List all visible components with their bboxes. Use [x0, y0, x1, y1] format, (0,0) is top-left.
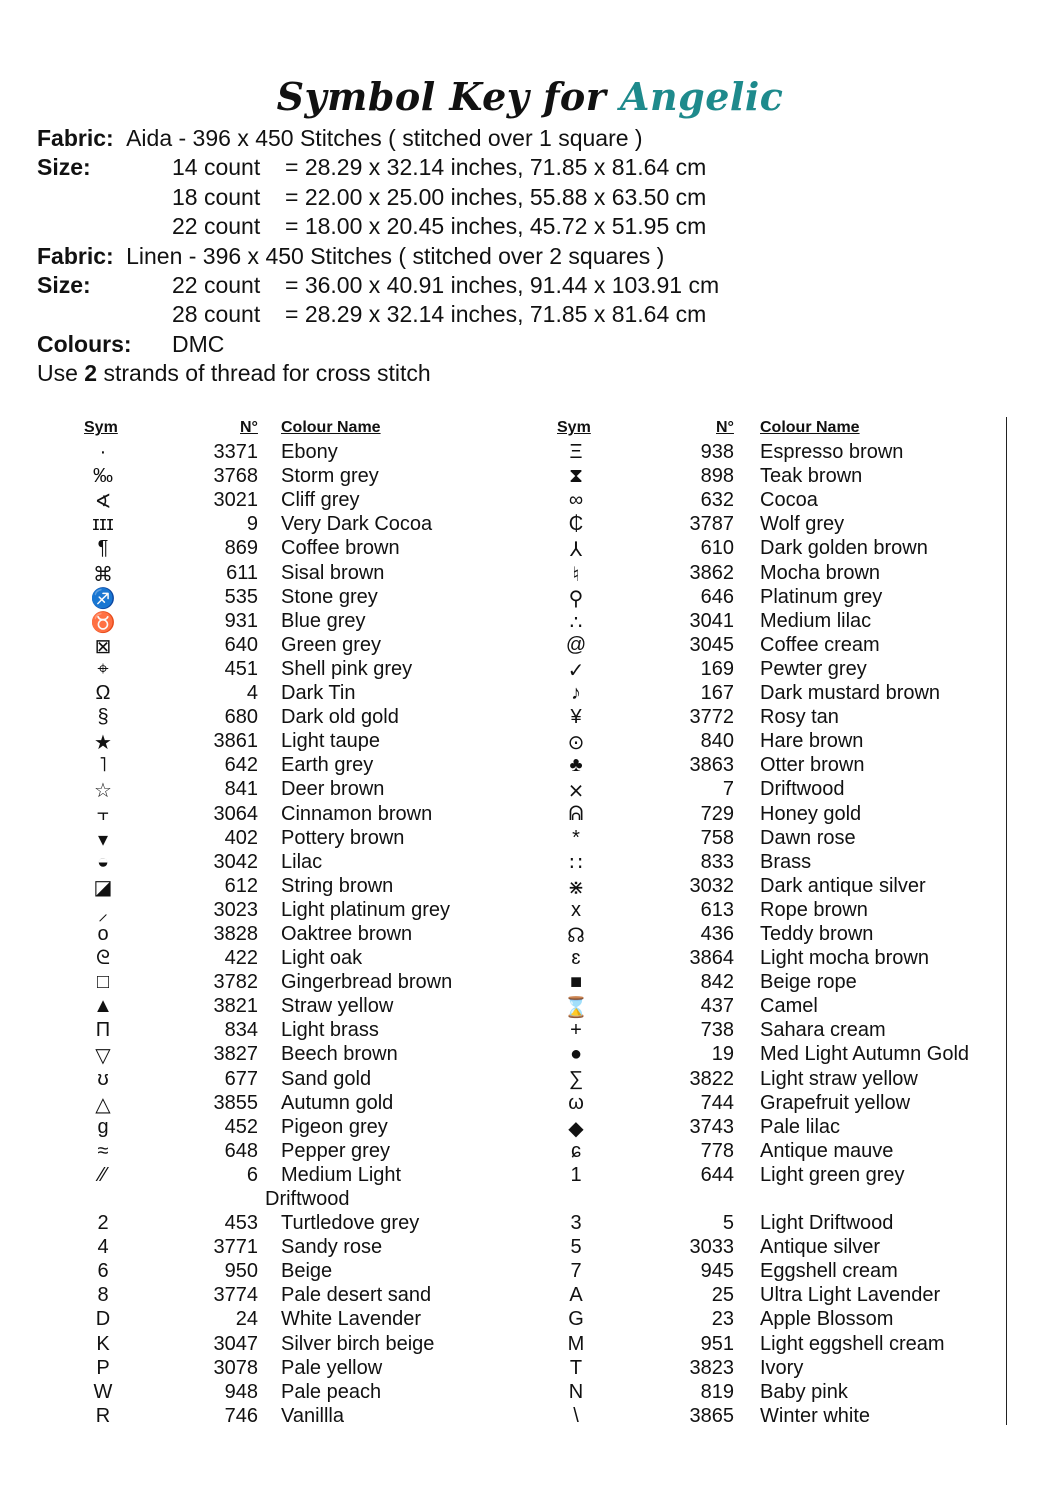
- dmc-number: 24: [235, 1308, 258, 1331]
- size2-row-1: [37, 300, 1037, 329]
- header-sym: Sym: [84, 419, 118, 436]
- symbol-glyph: ⊠: [94, 635, 112, 658]
- colour-name: Deer brown: [281, 778, 385, 801]
- header-name: Colour Name: [760, 419, 860, 436]
- symbol-glyph: R: [95, 1404, 111, 1427]
- dmc-number: 3021: [213, 489, 258, 512]
- symbol-glyph: ⅄: [569, 539, 583, 562]
- dmc-number: 677: [224, 1067, 258, 1090]
- symbol-glyph: ☊: [567, 924, 585, 947]
- colour-name: Dark old gold: [281, 706, 399, 729]
- colour-name: Eggshell cream: [760, 1260, 898, 1283]
- symbol-glyph: ¥: [570, 706, 582, 729]
- colour-name: Teddy brown: [760, 922, 874, 945]
- size-dims: = 28.29 x 32.14 inches, 71.85 x 81.64 cm: [285, 154, 707, 181]
- colour-name: Otter brown: [760, 754, 865, 777]
- dmc-number: 3041: [689, 609, 734, 632]
- dmc-number: 744: [700, 1091, 734, 1114]
- strands-post: strands of thread for cross stitch: [97, 360, 431, 387]
- size-count: 14 count: [172, 154, 261, 181]
- colour-name: Cinnamon brown: [281, 802, 433, 825]
- dmc-number: 3855: [213, 1091, 258, 1114]
- colour-name: Sahara cream: [760, 1019, 886, 1042]
- symbol-glyph: ∴: [569, 611, 583, 634]
- dmc-number: 3768: [213, 465, 258, 488]
- symbol-glyph: ▲: [93, 995, 113, 1018]
- symbol-glyph: 7: [570, 1260, 582, 1283]
- colour-name: Shell pink grey: [281, 657, 413, 680]
- dmc-number: 680: [224, 706, 258, 729]
- fabric2-value: Linen - 396 x 450 Stitches ( stitched over 2 squares ): [126, 242, 665, 269]
- symbol-glyph: ω: [568, 1091, 584, 1114]
- strands-num: 2: [84, 360, 98, 387]
- dmc-number: 422: [224, 947, 258, 970]
- symbol-glyph: ˥: [99, 754, 107, 777]
- dmc-number: 644: [700, 1163, 734, 1186]
- colour-name: Gingerbread brown: [281, 971, 453, 994]
- fabric1-value: Aida - 396 x 450 Stitches ( stitched over 1 square ): [126, 125, 643, 151]
- colour-name: String brown: [281, 874, 394, 897]
- dmc-number: 931: [224, 609, 258, 632]
- colour-name: Winter white: [760, 1404, 871, 1427]
- dmc-number: 948: [224, 1380, 258, 1403]
- colour-name: Camel: [760, 995, 818, 1018]
- colour-name: Light platinum grey: [281, 898, 450, 921]
- symbol-glyph: ɪɪɪ: [92, 513, 114, 536]
- symbol-glyph: ⊙: [567, 732, 585, 755]
- symbol-glyph: ◒: [96, 850, 110, 873]
- colours-value: DMC: [172, 330, 225, 357]
- symbol-glyph: §: [97, 706, 109, 729]
- colour-name: Turtledove grey: [281, 1212, 420, 1235]
- colour-name: Wolf grey: [760, 513, 845, 536]
- symbol-glyph: 6: [97, 1260, 109, 1283]
- dmc-number: 945: [700, 1260, 734, 1283]
- colour-name: Pale yellow: [281, 1356, 383, 1379]
- size-count: 22 count: [172, 271, 261, 298]
- dmc-number: 3033: [689, 1236, 734, 1259]
- colour-name: Beige: [281, 1260, 333, 1283]
- symbol-glyph: 3: [570, 1212, 582, 1235]
- symbol-glyph: g: [97, 1115, 109, 1138]
- symbol-glyph: ʊ: [97, 1067, 109, 1090]
- size-dims: = 28.29 x 32.14 inches, 71.85 x 81.64 cm: [285, 301, 707, 328]
- symbol-glyph: ∷: [569, 852, 583, 875]
- colour-name: Light eggshell cream: [760, 1332, 945, 1355]
- header-num: N°: [240, 419, 258, 436]
- symbol-glyph: ·: [99, 441, 107, 464]
- dmc-number: 3782: [213, 971, 258, 994]
- colour-name: Platinum grey: [760, 585, 883, 608]
- header-name: Colour Name: [281, 419, 381, 436]
- symbol-glyph: +: [570, 1019, 582, 1042]
- dmc-number: 938: [700, 441, 734, 464]
- symbol-glyph: ★: [94, 732, 112, 755]
- dmc-number: 640: [224, 633, 258, 656]
- symbol-glyph: ᘓ: [95, 947, 111, 970]
- colour-name: Medium Light: [281, 1163, 402, 1186]
- colour-name: Ebony: [281, 441, 338, 464]
- title-accent: Angelic: [620, 74, 784, 119]
- colour-name: Grapefruit yellow: [760, 1091, 911, 1114]
- page-title: [0, 74, 1060, 119]
- symbol-glyph: ⌛: [563, 997, 589, 1020]
- dmc-number: 453: [224, 1212, 258, 1235]
- dmc-number: 833: [700, 850, 734, 873]
- symbol-glyph: ♣: [569, 754, 583, 777]
- dmc-number: 3042: [213, 850, 258, 873]
- colour-name: Vanillla: [281, 1404, 344, 1427]
- colour-name: Pigeon grey: [281, 1115, 388, 1138]
- colour-name: Beige rope: [760, 971, 857, 994]
- dmc-number: 5: [722, 1212, 734, 1235]
- colour-name: Ivory: [760, 1356, 804, 1379]
- dmc-number: 167: [700, 682, 734, 705]
- dmc-number: 611: [226, 561, 258, 584]
- symbol-glyph: ₵: [568, 513, 584, 536]
- colour-name: Autumn gold: [281, 1091, 394, 1114]
- colour-name: Dark mustard brown: [760, 682, 941, 705]
- size-count: 28 count: [172, 301, 261, 328]
- symbol-glyph: o: [97, 922, 109, 945]
- colour-name: Sand gold: [281, 1067, 372, 1090]
- colour-name: Brass: [760, 850, 812, 873]
- dmc-number: 3743: [689, 1115, 734, 1138]
- symbol-glyph: T: [569, 1356, 583, 1379]
- symbol-glyph: K: [96, 1332, 110, 1355]
- symbol-glyph: ¶: [97, 537, 109, 560]
- symbol-glyph: ⫟: [96, 802, 110, 825]
- colour-name: Light taupe: [281, 730, 380, 753]
- dmc-number: 6: [246, 1163, 258, 1186]
- dmc-number: 3023: [213, 898, 258, 921]
- dmc-number: 3862: [689, 561, 734, 584]
- colour-name: Sisal brown: [281, 561, 385, 584]
- symbol-glyph: ✓: [567, 659, 585, 682]
- colour-name: Light green grey: [760, 1163, 905, 1186]
- symbol-glyph: Ω: [95, 682, 111, 705]
- symbol-glyph: ♪: [571, 682, 581, 705]
- symbol-glyph: ɛ: [571, 947, 581, 970]
- colour-name: Cliff grey: [281, 489, 360, 512]
- colour-name: Rope brown: [760, 898, 868, 921]
- right-border-line: [1006, 417, 1007, 1425]
- dmc-number: 898: [700, 465, 734, 488]
- dmc-number: 3371: [213, 441, 258, 464]
- header-num: N°: [716, 419, 734, 436]
- colour-name: Storm grey: [281, 465, 379, 488]
- symbol-glyph: \: [573, 1404, 579, 1427]
- symbol-glyph: ●: [569, 1043, 583, 1066]
- symbol-glyph: 2: [97, 1212, 109, 1235]
- colour-name: Honey gold: [760, 802, 862, 825]
- dmc-number: 3771: [213, 1236, 258, 1259]
- colour-name: Very Dark Cocoa: [281, 513, 433, 536]
- colour-name: Beech brown: [281, 1043, 398, 1066]
- dmc-number: 3045: [689, 633, 734, 656]
- colour-name: Stone grey: [281, 585, 378, 608]
- size-dims: = 36.00 x 40.91 inches, 91.44 x 103.91 cm: [285, 271, 720, 298]
- symbol-glyph: P: [96, 1356, 110, 1379]
- fabric2-row: [37, 242, 1037, 271]
- symbol-glyph: □: [96, 971, 110, 994]
- dmc-number: 3032: [689, 874, 734, 897]
- colour-name: Pepper grey: [281, 1139, 390, 1162]
- dmc-number: 646: [700, 585, 734, 608]
- title-main: Symbol Key for: [276, 74, 607, 119]
- colour-name: Pale lilac: [760, 1115, 841, 1138]
- dmc-number: 632: [700, 489, 734, 512]
- dmc-number: 3863: [689, 754, 734, 777]
- dmc-number: 3821: [213, 995, 258, 1018]
- colour-name: White Lavender: [281, 1308, 422, 1331]
- symbol-glyph: ⸝: [98, 902, 108, 925]
- dmc-number: 3861: [213, 730, 258, 753]
- dmc-number: 19: [711, 1043, 734, 1066]
- colour-name: Cocoa: [760, 489, 818, 512]
- dmc-number: 3064: [213, 802, 258, 825]
- colour-name-continued: Driftwood: [265, 1188, 350, 1210]
- dmc-number: 3822: [689, 1067, 734, 1090]
- dmc-number: 834: [224, 1019, 258, 1042]
- header-sym: Sym: [557, 419, 591, 436]
- dmc-number: 25: [711, 1284, 734, 1307]
- dmc-number: 758: [700, 826, 734, 849]
- colour-name: Driftwood: [760, 778, 845, 801]
- symbol-glyph: ◪: [93, 876, 113, 899]
- dmc-number: 3774: [213, 1284, 258, 1307]
- dmc-number: 648: [224, 1139, 258, 1162]
- symbol-glyph: *: [572, 826, 580, 849]
- dmc-number: 612: [224, 874, 258, 897]
- colour-name: Espresso brown: [760, 441, 904, 464]
- symbol-glyph: ∢: [94, 491, 112, 514]
- colours-row: [37, 330, 1037, 359]
- colour-name: Antique silver: [760, 1236, 881, 1259]
- dmc-number: 23: [711, 1308, 734, 1331]
- colour-name: Dark Tin: [281, 682, 356, 705]
- dmc-number: 3865: [689, 1404, 734, 1427]
- symbol-glyph: ▽: [95, 1045, 111, 1068]
- fabric1-row: [37, 124, 1037, 153]
- strands-pre: Use: [37, 360, 85, 387]
- colour-name: Antique mauve: [760, 1139, 894, 1162]
- dmc-number: 436: [700, 922, 734, 945]
- colour-name: Straw yellow: [281, 995, 394, 1018]
- dmc-number: 3864: [689, 947, 734, 970]
- colour-name: Pale desert sand: [281, 1284, 432, 1307]
- colour-name: Apple Blossom: [760, 1308, 894, 1331]
- symbol-glyph: ⌘: [93, 563, 113, 586]
- dmc-number: 4: [246, 682, 258, 705]
- symbol-glyph: 1: [570, 1163, 582, 1186]
- dmc-number: 819: [700, 1380, 734, 1403]
- fabric2-label: Fabric:: [37, 242, 114, 269]
- symbol-glyph: ∑: [568, 1067, 584, 1090]
- colour-name: Green grey: [281, 633, 382, 656]
- dmc-number: 535: [224, 585, 258, 608]
- dmc-number: 3828: [213, 922, 258, 945]
- symbol-glyph: 5: [570, 1236, 582, 1259]
- size-dims: = 18.00 x 20.45 inches, 45.72 x 51.95 cm: [285, 213, 707, 240]
- dmc-number: 3047: [213, 1332, 258, 1355]
- colour-name: Baby pink: [760, 1380, 848, 1403]
- symbol-glyph: @: [565, 633, 587, 656]
- colour-name: Dawn rose: [760, 826, 856, 849]
- symbol-glyph: ♮: [572, 563, 580, 586]
- colour-name: Light straw yellow: [760, 1067, 918, 1090]
- dmc-number: 869: [224, 537, 258, 560]
- dmc-number: 9: [246, 513, 258, 536]
- symbol-glyph: △: [95, 1093, 111, 1116]
- strands-row: [37, 359, 1037, 388]
- symbol-glyph: ♉: [90, 611, 116, 634]
- dmc-number: 3772: [689, 706, 734, 729]
- symbol-glyph: ɕ: [571, 1139, 581, 1162]
- size2-label: Size:: [37, 271, 91, 298]
- symbol-glyph: ⧗: [568, 465, 584, 488]
- dmc-number: 169: [700, 657, 734, 680]
- dmc-number: 951: [700, 1332, 734, 1355]
- size2-row-0: [37, 271, 1037, 300]
- colour-name: Light brass: [281, 1019, 379, 1042]
- symbol-glyph: ☆: [94, 780, 112, 803]
- dmc-number: 841: [224, 778, 258, 801]
- colour-name: Blue grey: [281, 609, 366, 632]
- colour-name: Hare brown: [760, 730, 864, 753]
- symbol-glyph: M: [567, 1332, 585, 1355]
- colour-name: Coffee brown: [281, 537, 400, 560]
- colour-name: Med Light Autumn Gold: [760, 1043, 970, 1066]
- symbol-glyph: ⋇: [567, 876, 585, 899]
- symbol-glyph: ∞: [568, 489, 584, 512]
- dmc-number: 746: [224, 1404, 258, 1427]
- size1-label: Size:: [37, 154, 91, 181]
- colour-name: Sandy rose: [281, 1236, 383, 1259]
- colour-name: Light mocha brown: [760, 947, 929, 970]
- dmc-number: 402: [224, 826, 258, 849]
- symbol-glyph: A: [569, 1284, 583, 1307]
- colour-name: Pottery brown: [281, 826, 405, 849]
- size1-row-2: [37, 212, 1037, 241]
- fabric1-label: Fabric:: [37, 125, 114, 151]
- colour-name: Medium lilac: [760, 609, 872, 632]
- symbol-glyph: ■: [569, 971, 583, 994]
- dmc-number: 451: [224, 657, 258, 680]
- dmc-number: 3823: [689, 1356, 734, 1379]
- colour-name: Rosy tan: [760, 706, 839, 729]
- colour-name: Dark antique silver: [760, 874, 926, 897]
- symbol-glyph: Π: [95, 1019, 111, 1042]
- colour-name: Oaktree brown: [281, 922, 413, 945]
- colour-name: Mocha brown: [760, 561, 881, 584]
- symbol-glyph: Ξ: [569, 441, 583, 464]
- dmc-number: 738: [700, 1019, 734, 1042]
- colour-name: Earth grey: [281, 754, 374, 777]
- dmc-number: 437: [700, 995, 734, 1018]
- symbol-glyph: ▾: [97, 828, 109, 851]
- dmc-number: 613: [700, 898, 734, 921]
- size1-row-0: [37, 153, 1037, 182]
- dmc-number: 3787: [689, 513, 734, 536]
- symbol-glyph: ⨯: [567, 780, 585, 803]
- colour-name: Pewter grey: [760, 657, 867, 680]
- dmc-number: 778: [700, 1139, 734, 1162]
- dmc-number: 642: [224, 754, 258, 777]
- symbol-glyph: ◆: [568, 1117, 584, 1140]
- dmc-number: 3078: [213, 1356, 258, 1379]
- size-count: 18 count: [172, 183, 261, 210]
- dmc-number: 3827: [213, 1043, 258, 1066]
- symbol-glyph: ≈: [97, 1139, 109, 1162]
- dmc-number: 452: [224, 1115, 258, 1138]
- dmc-number: 950: [224, 1260, 258, 1283]
- symbol-glyph: 4: [97, 1236, 109, 1259]
- symbol-glyph: ⌖: [97, 657, 109, 680]
- colour-name: Light Driftwood: [760, 1212, 894, 1235]
- symbol-glyph: N: [568, 1380, 584, 1403]
- colour-name: Teak brown: [760, 465, 863, 488]
- size1-row-1: [37, 183, 1037, 212]
- size-count: 22 count: [172, 213, 261, 240]
- size-dims: = 22.00 x 25.00 inches, 55.88 x 63.50 cm: [285, 183, 707, 210]
- dmc-number: 840: [700, 730, 734, 753]
- symbol-glyph: x: [571, 898, 581, 921]
- colour-name: Coffee cream: [760, 633, 880, 656]
- colours-label: Colours:: [37, 330, 132, 357]
- symbol-glyph: 8: [97, 1284, 109, 1307]
- colour-name: Dark golden brown: [760, 537, 928, 560]
- dmc-number: 610: [700, 537, 734, 560]
- symbol-glyph: W: [93, 1380, 113, 1403]
- colour-name: Pale peach: [281, 1380, 382, 1403]
- symbol-glyph: ‰: [93, 465, 113, 488]
- dmc-number: 729: [700, 802, 734, 825]
- symbol-glyph: D: [95, 1308, 111, 1331]
- symbol-glyph: ⁄⁄: [99, 1163, 107, 1186]
- colour-name: Light oak: [281, 947, 363, 970]
- fabric-info: [37, 124, 1037, 389]
- symbol-glyph: ᕱ: [568, 802, 584, 825]
- dmc-number: 7: [722, 778, 734, 801]
- symbol-glyph: G: [568, 1308, 584, 1331]
- symbol-glyph: ⚲: [568, 587, 584, 610]
- colour-name: Silver birch beige: [281, 1332, 435, 1355]
- colour-name: Ultra Light Lavender: [760, 1284, 941, 1307]
- colour-name: Lilac: [281, 850, 323, 873]
- dmc-number: 842: [700, 971, 734, 994]
- symbol-glyph: ♐: [90, 587, 116, 610]
